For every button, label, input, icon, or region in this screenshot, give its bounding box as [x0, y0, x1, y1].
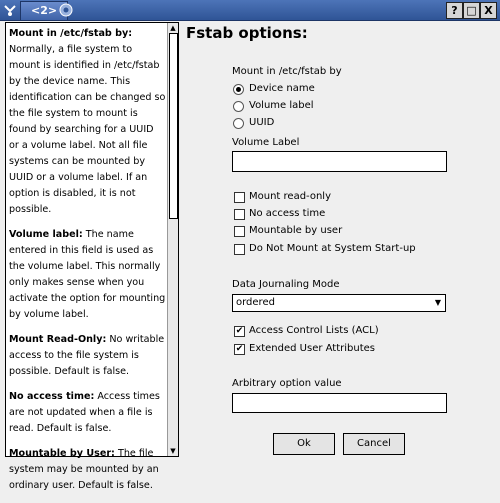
checkbox-acl-label[interactable]: Access Control Lists (ACL) [249, 325, 379, 336]
radio-uuid-label[interactable]: UUID [249, 117, 275, 128]
journal-mode-value: ordered [236, 297, 275, 308]
checkbox-no-access-time-label[interactable]: No access time [249, 208, 326, 219]
scroll-thumb[interactable] [169, 33, 178, 219]
radio-volume-label[interactable] [233, 101, 244, 112]
checkbox-extended-attributes-label[interactable]: Extended User Attributes [249, 343, 376, 354]
checkbox-mountable-by-user[interactable] [234, 226, 245, 237]
help-paragraph: Volume label: The name entered in this field is used as the volume label. This normally only makes sense when you activate the option for mounting by volume label. [9, 229, 166, 320]
app-menu-icon[interactable] [2, 2, 18, 18]
checkbox-mountable-by-user-label[interactable]: Mountable by user [249, 225, 343, 236]
window-titlebar [0, 0, 500, 21]
mount-by-label: Mount in /etc/fstab by [232, 66, 342, 77]
help-paragraph: Mountable by User: The file system may be mounted by an ordinary user. Default is false. [9, 448, 159, 491]
radio-device-name-label[interactable]: Device name [249, 83, 315, 94]
volume-label-input[interactable] [232, 151, 447, 172]
help-paragraph: No access time: Access times are not updated when a file is read. Default is false. [9, 391, 160, 434]
journal-mode-label: Data Journaling Mode [232, 279, 340, 290]
cancel-button[interactable]: Cancel [343, 433, 405, 455]
radio-uuid[interactable] [233, 118, 244, 129]
scroll-up-icon[interactable]: ▲ [170, 24, 176, 32]
help-paragraph: Mount in /etc/fstab by: Normally, a file system to mount is identified in /etc/fstab by the device name. This identification can be changed so the file system to mount is found by searching for a UUID or a volume label. Not all file systems can be mounted by UUID or a volume label. If an option is disabled, it is not possible. [9, 28, 166, 215]
checkbox-do-not-mount-label[interactable]: Do Not Mount at System Start-up [249, 243, 416, 254]
radio-device-name[interactable] [233, 84, 244, 95]
help-paragraph: Mount Read-Only: No writable access to the file system is possible. Default is false. [9, 334, 165, 377]
checkbox-no-access-time[interactable] [234, 209, 245, 220]
checkbox-read-only-label[interactable]: Mount read-only [249, 191, 331, 202]
help-panel[interactable] [5, 22, 179, 491]
arbitrary-option-label: Arbitrary option value [232, 378, 342, 389]
gecko-icon [58, 2, 74, 18]
help-button[interactable]: ? [446, 2, 463, 19]
page-title: Fstab options: [186, 24, 308, 42]
close-button[interactable]: X [480, 2, 497, 19]
checkbox-read-only[interactable] [234, 192, 245, 203]
help-text [9, 26, 166, 503]
help-scrollbar[interactable] [167, 23, 178, 456]
maximize-button[interactable]: □ [463, 2, 480, 19]
window-tab[interactable]: <2> [20, 1, 68, 20]
checkbox-do-not-mount[interactable] [234, 244, 245, 255]
ok-button[interactable]: Ok [273, 433, 335, 455]
journal-mode-select[interactable] [232, 294, 446, 312]
scroll-down-icon[interactable]: ▼ [170, 447, 176, 455]
chevron-down-icon[interactable]: ▼ [434, 298, 442, 307]
checkbox-extended-attributes[interactable]: ✔ [235, 344, 244, 354]
checkbox-acl[interactable]: ✔ [235, 326, 244, 336]
radio-volume-label-label[interactable]: Volume label [249, 100, 314, 111]
volume-label-title: Volume Label [232, 137, 300, 148]
arbitrary-option-input[interactable] [232, 393, 447, 413]
